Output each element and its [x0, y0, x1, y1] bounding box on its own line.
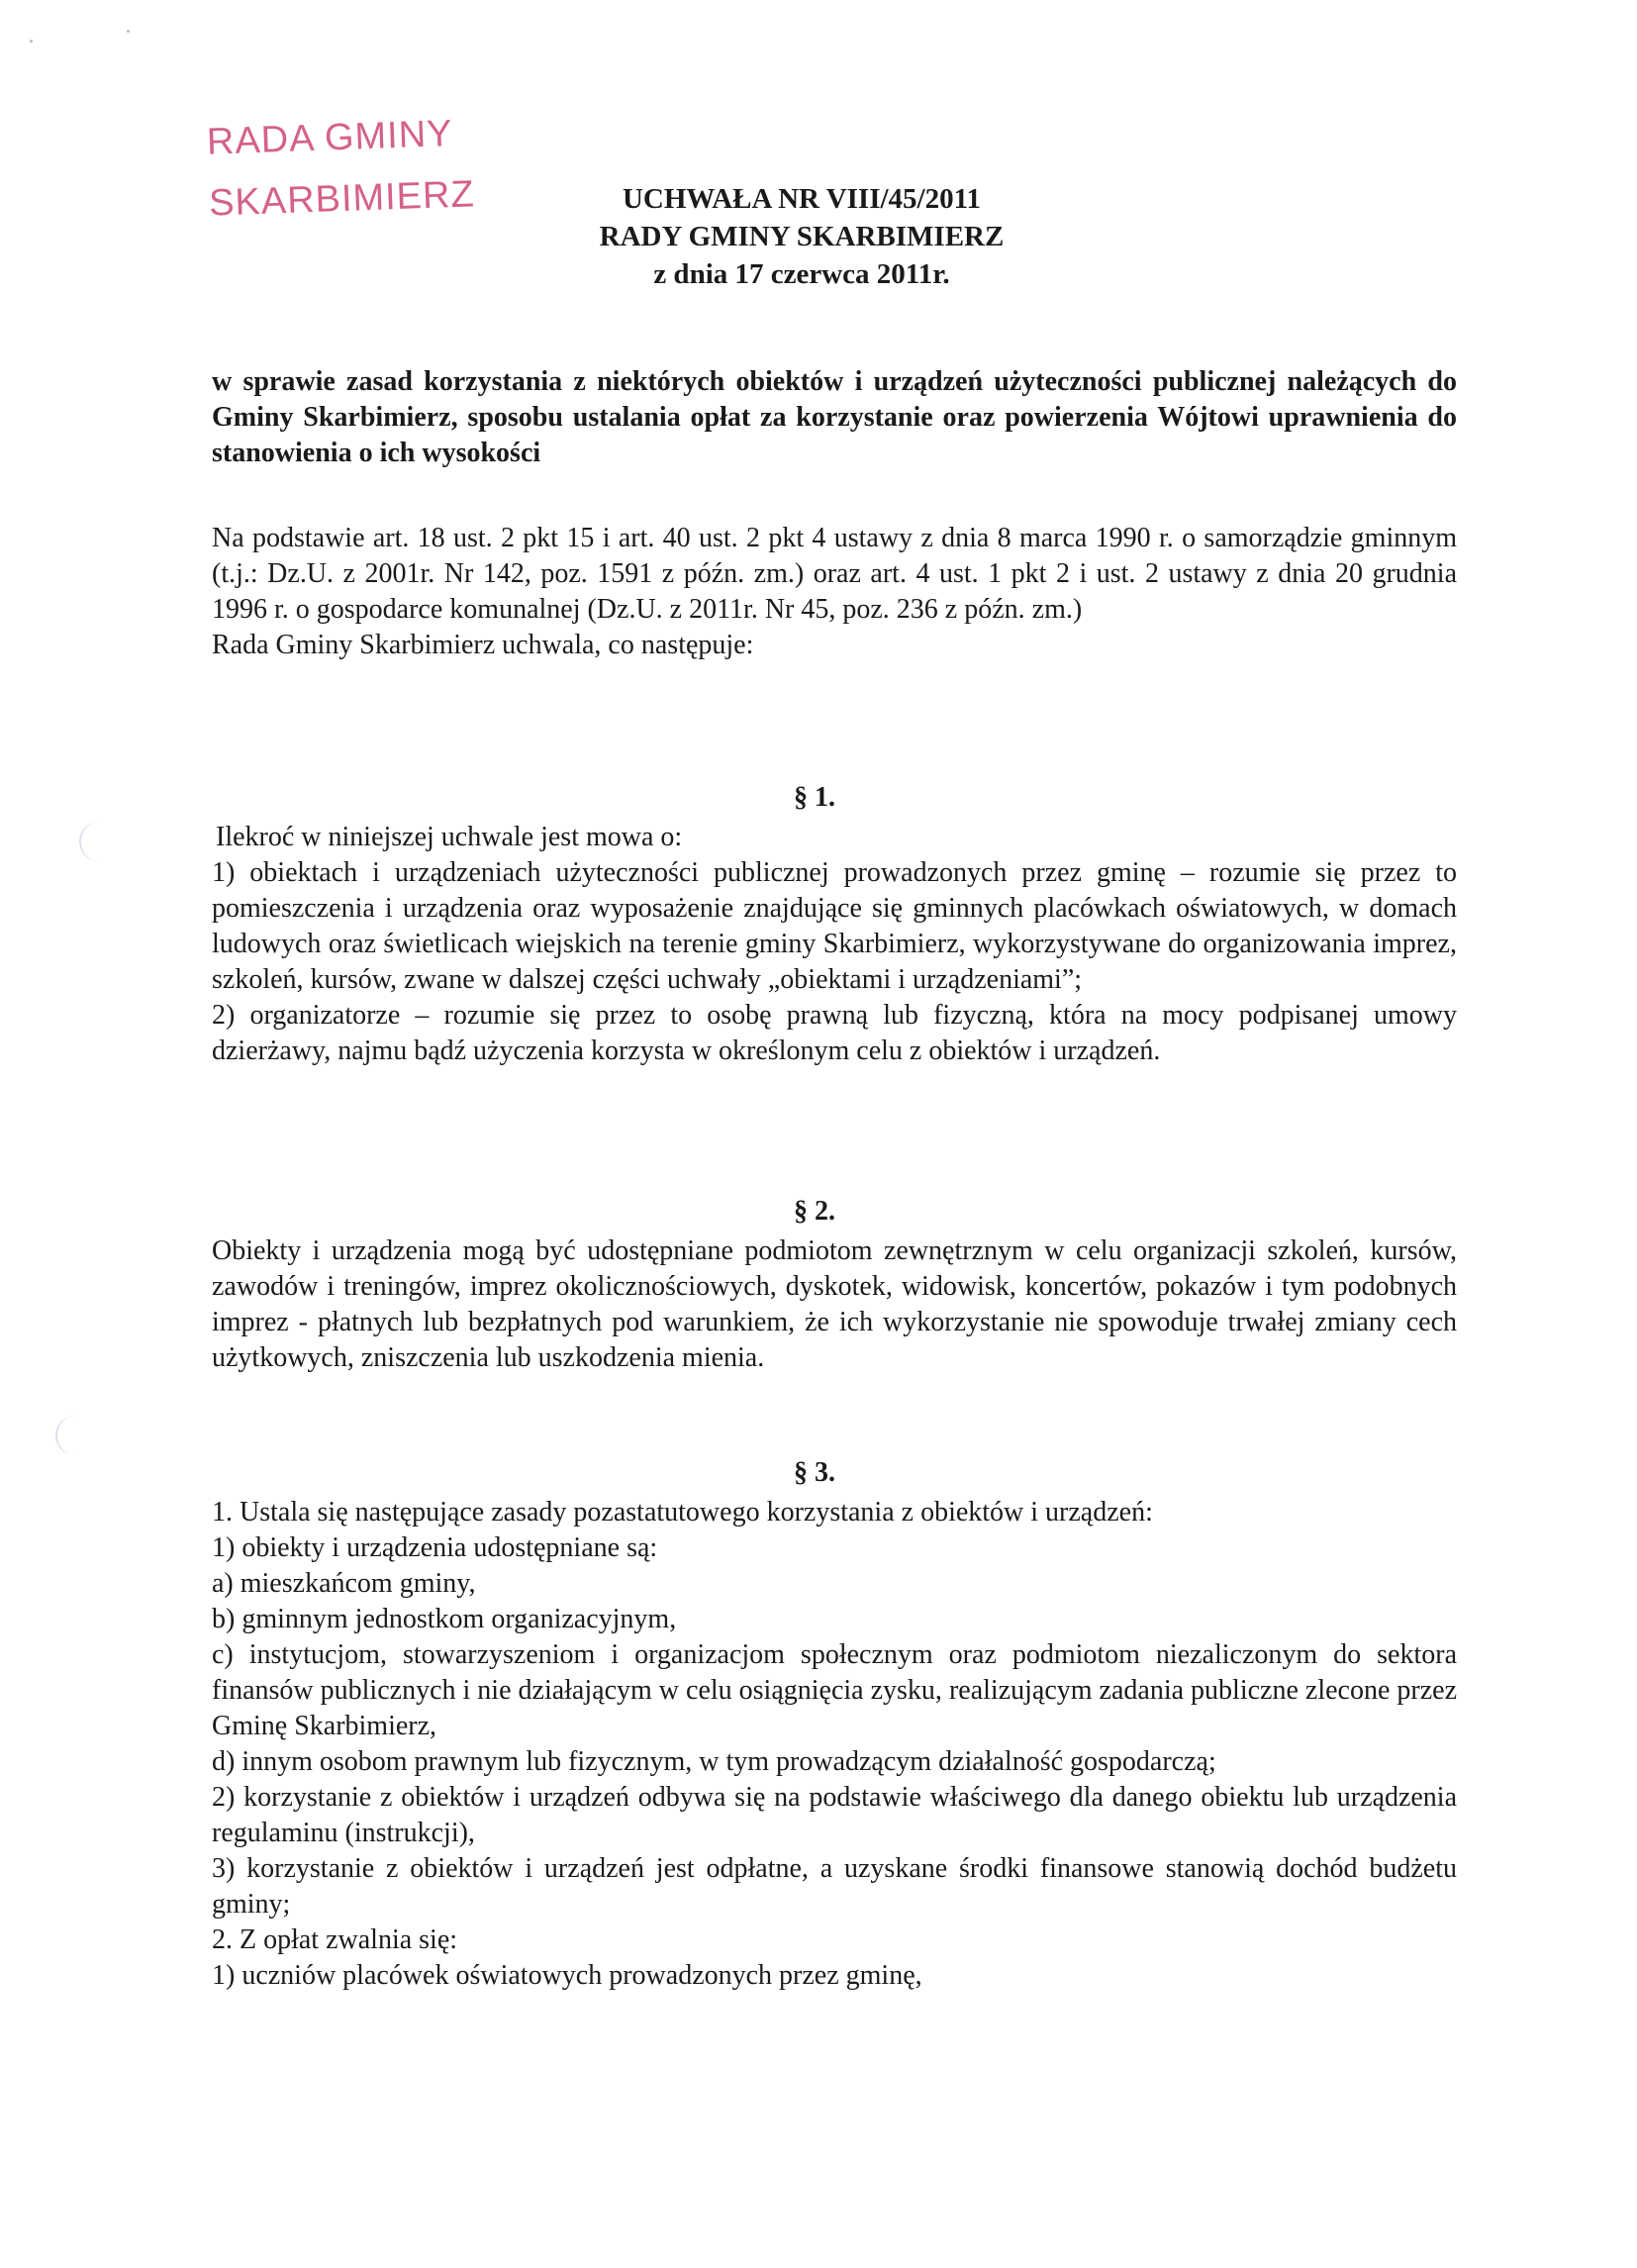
section-3-line: 1) uczniów placówek oświatowych prowadzonych przez gminę,	[212, 1960, 922, 1991]
section-3-line: 2. Z opłat zwalnia się:	[212, 1924, 458, 1955]
stamp-line-2: SKARBIMIERZ	[208, 173, 476, 225]
section-2	[212, 1194, 1457, 1376]
stamp-line-1: RADA GMINY	[206, 113, 454, 163]
section-3-line: c) instytucjom, stowarzyszeniom i organizacjom społecznym oraz podmiotom niezaliczonym do sektora finansów publicznych i nie działającym w celu osiągnięcia zysku, realizującym zadania publiczne zlecone przez Gminę Skarbimierz,	[212, 1639, 1457, 1741]
section-3-line: 1. Ustala się następujące zasady pozastatutowego korzystania z obiektów i urządzeń:	[212, 1497, 1153, 1528]
legal-basis	[212, 521, 1457, 663]
section-3-line: 1) obiekty i urządzenia udostępniane są:	[212, 1532, 658, 1563]
resolves-statement: Rada Gminy Skarbimierz uchwala, co następuje:	[212, 630, 754, 660]
punch-hole-mark	[79, 822, 107, 861]
section-3-title: § 3.	[794, 1457, 835, 1488]
section-3	[212, 1455, 1457, 1994]
legal-basis-text: Na podstawie art. 18 ust. 2 pkt 15 i art. 40 ust. 2 pkt 4 ustawy z dnia 8 marca 1990 r. o samorządzie gminnym (t.j.: Dz.U. z 2001r. Nr 142, poz. 1591 z późn. zm.) oraz art. 4 ust. 1 pkt 2 i ust. 2 ustawy z dnia 20 grudnia 1996 r. o gospodarce komunalnej (Dz.U. z 2011r. Nr 45, poz. 236 z późn. zm.)	[212, 523, 1457, 625]
section-2-line: Obiekty i urządzenia mogą być udostępniane podmiotom zewnętrznym w celu organizacji szkoleń, kursów, zawodów i treningów, imprez okolicznościowych, dyskotek, widowisk, koncertów, pokazów i tym podobnych imprez - płatnych lub bezpłatnych pod warunkiem, że ich wykorzystanie nie spowoduje trwałej zmiany cech użytkowych, zniszczenia lub uszkodzenia mienia.	[212, 1235, 1457, 1373]
resolution-number: UCHWAŁA NR VIII/45/2011	[622, 183, 982, 215]
section-1	[212, 780, 1457, 1069]
section-3-line: 2) korzystanie z obiektów i urządzeń odbywa się na podstawie właściwego dla danego obiektu lub urządzenia regulaminu (instrukcji),	[212, 1782, 1457, 1848]
section-3-line: b) gminnym jednostkom organizacyjnym,	[212, 1604, 677, 1634]
resolution-subject: w sprawie zasad korzystania z niektórych obiektów i urządzeń użyteczności publicznej należących do Gminy Skarbimierz, sposobu ustalania opłat za korzystanie oraz powierzenia Wójtowi uprawnienia do stanowienia o ich wysokości	[212, 366, 1457, 468]
section-1-line: 1) obiektach i urządzeniach użyteczności publicznej prowadzonych przez gminę – rozumie się przez to pomieszczenia i urządzenia oraz wyposażenie znajdujące się gminnych placówkach oświatowych, w domach ludowych oraz świetlicach wiejskich na terenie gminy Skarbimierz, wykorzystywane do organizowania imprez, szkoleń, kursów, zwane w dalszej części uchwały „obiektami i urządzeniami”;	[212, 857, 1457, 995]
resolution-date: z dnia 17 czerwca 2011r.	[653, 258, 950, 290]
scan-speck	[127, 30, 130, 33]
section-3-line: 3) korzystanie z obiektów i urządzeń jest odpłatne, a uzyskane środki finansowe stanowią dochód budżetu gminy;	[212, 1853, 1457, 1920]
council-stamp	[206, 102, 476, 234]
section-2-title: § 2.	[794, 1196, 835, 1227]
section-3-line: d) innym osobom prawnym lub fizycznym, w tym prowadzącym działalność gospodarczą;	[212, 1746, 1216, 1777]
section-1-title: § 1.	[794, 782, 835, 813]
issuing-body: RADY GMINY SKARBIMIERZ	[599, 221, 1005, 252]
resolution-header	[554, 180, 1049, 293]
section-1-line: 2) organizatorze – rozumie się przez to osobę prawną lub fizyczną, która na mocy podpisanej umowy dzierżawy, najmu bądź użyczenia korzysta w określonym celu z obiektów i urządzeń.	[212, 1000, 1457, 1066]
scan-speck	[30, 40, 33, 43]
punch-hole-mark	[55, 1416, 83, 1455]
section-3-line: a) mieszkańcom gminy,	[212, 1568, 476, 1599]
section-1-line: Ilekroć w niniejszej uchwale jest mowa o:	[216, 822, 683, 852]
